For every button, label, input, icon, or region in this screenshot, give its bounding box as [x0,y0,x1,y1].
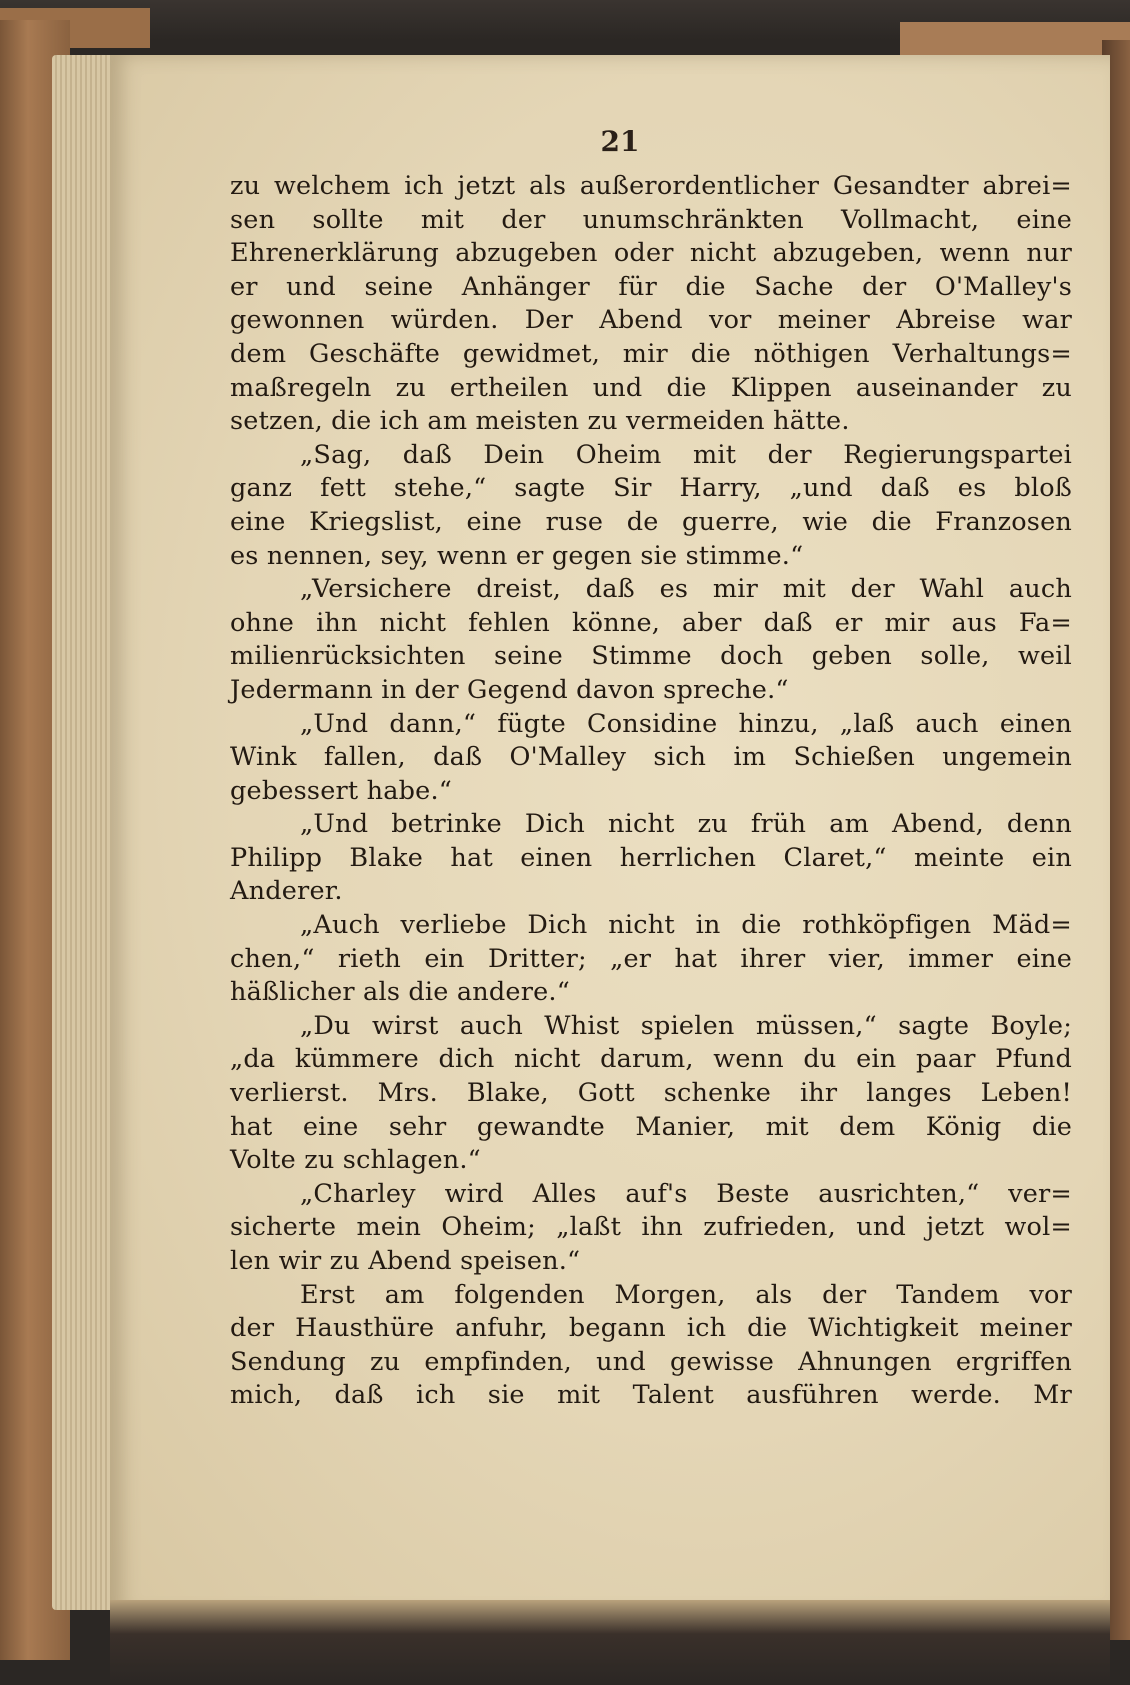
text-line: Wink fallen, daß O'Malley sich im Schießen ungemein [230,742,1072,773]
text-line: zu welchem ich jetzt als außerordentlicher Gesandter abrei= [230,171,1072,201]
body-text [230,170,1072,1413]
text-line: „Versichere dreist, daß es mir mit der Wahl auch [300,574,1072,605]
text-line: der Hausthüre anfuhr, begann ich die Wichtigkeit meiner [230,1313,1072,1344]
text-line: milienrücksichten seine Stimme doch geben solle, weil [230,641,1072,672]
text-line: chen,“ rieth ein Dritter; „er hat ihrer vier, immer eine [230,943,1072,974]
text-line: sicherte mein Oheim; „laßt ihn zufrieden, und jetzt wol= [230,1212,1072,1243]
text-line: es nennen, sey, wenn er gegen sie stimme.“ [230,540,804,571]
text-line: verlierst. Mrs. Blake, Gott schenke ihr langes Leben! [230,1078,1072,1109]
text-line: „Und dann,“ fügte Considine hinzu, „laß auch einen [300,708,1072,739]
text-line: eine Kriegslist, eine ruse de guerre, wie die Franzosen [230,506,1072,537]
page-number: 21 [600,125,640,158]
text-line: sen sollte mit der unumschränkten Vollmacht, eine [230,204,1072,235]
text-line: Anderer. [230,876,343,907]
text-line: „Auch verliebe Dich nicht in die rothköpfigen Mäd= [300,910,1072,941]
text-line: „Sag, daß Dein Oheim mit der Regierungspartei [300,439,1072,470]
text-line: „Und betrinke Dich nicht zu früh am Abend, denn [300,809,1072,840]
text-line: ohne ihn nicht fehlen könne, aber daß er mir aus Fa= [230,607,1072,638]
text-line: gebessert habe.“ [230,775,453,806]
book-page [110,55,1110,1615]
text-line: len wir zu Abend speisen.“ [230,1246,581,1276]
text-line: gewonnen würden. Der Abend vor meiner Abreise war [230,305,1072,336]
text-line: maßregeln zu ertheilen und die Klippen auseinander zu [230,372,1072,403]
text-line: „da kümmere dich nicht darum, wenn du ein paar Pfund [230,1044,1072,1075]
text-line: setzen, die ich am meisten zu vermeiden hätte. [230,406,850,437]
text-line: dem Geschäfte gewidmet, mir die nöthigen Verhaltungs= [230,338,1072,369]
text-line: Volte zu schlagen.“ [230,1145,481,1176]
text-line: Jedermann in der Gegend davon spreche.“ [230,674,789,705]
text-line: Erst am folgenden Morgen, als der Tandem vor [300,1279,1072,1310]
text-line: Ehrenerklärung abzugeben oder nicht abzugeben, wenn nur [230,238,1072,269]
text-line: „Du wirst auch Whist spielen müssen,“ sagte Boyle; [300,1010,1072,1041]
text-line: „Charley wird Alles auf's Beste ausrichten,“ ver= [300,1178,1072,1209]
book-bottom-edge [110,1600,1110,1685]
text-line: Philipp Blake hat einen herrlichen Claret,“ meinte ein [230,842,1072,873]
text-line: mich, daß ich sie mit Talent ausführen werde. Mr [230,1380,1072,1411]
page-edges [52,55,118,1610]
text-line: Sendung zu empfinden, und gewisse Ahnungen ergriffen [230,1346,1072,1377]
text-line: hat eine sehr gewandte Manier, mit dem König die [230,1111,1072,1142]
text-line: häßlicher als die andere.“ [230,977,570,1008]
book-cover-top [0,0,1130,40]
text-line: ganz fett stehe,“ sagte Sir Harry, „und daß es bloß [230,473,1072,504]
text-line: er und seine Anhänger für die Sache der O'Malley's [230,271,1072,302]
